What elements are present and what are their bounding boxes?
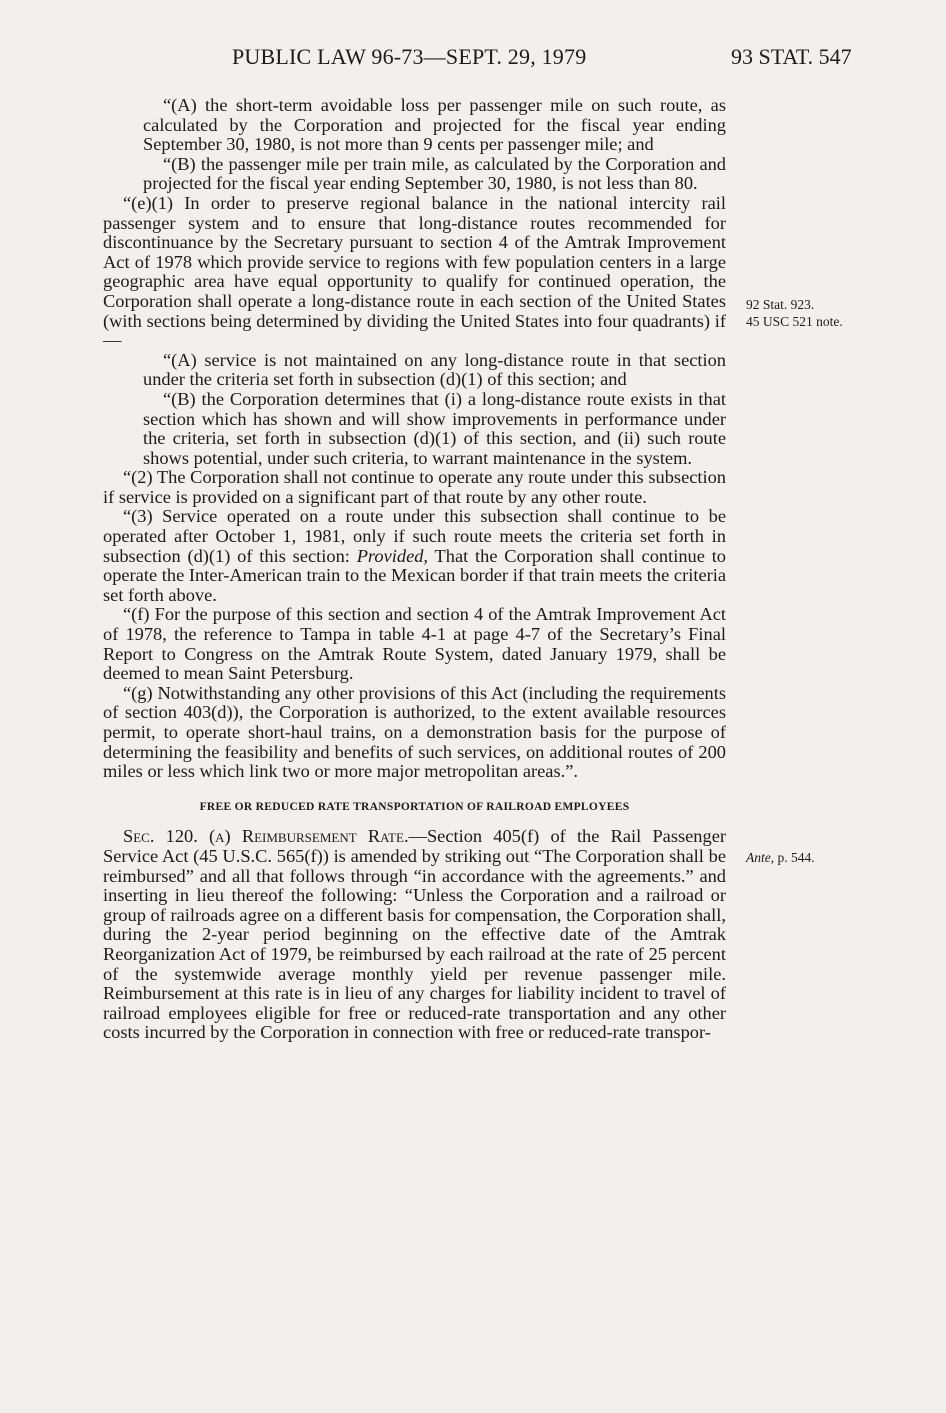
margin-note-usc: 45 USC 521 note.	[746, 314, 843, 329]
section-number: Sec. 120. (a)	[123, 826, 242, 847]
margin-note-ante-page: p. 544.	[774, 850, 815, 865]
paragraph-f: “(f) For the purpose of this section and section 4 of the Amtrak Improvement Act of 1978, the reference to Tampa in table 4-1 at page 4-7 of the Secretary’s Final Report to Congress on the Amtrak Route System, dated January 1979, shall be deemed to mean Saint Petersburg.	[103, 604, 726, 684]
paragraph-g: “(g) Notwithstanding any other provisions of this Act (including the requirements of section 403(d)), the Corporation is authorized, to the extent available resources permit, to operate short-haul trains, on a demonstration basis for the purpose of determining the feasibility and benefits of such services, on additional routes of 200 miles or less which link two or more major metropolitan areas.”.	[103, 682, 726, 782]
paragraph-a-loss: “(A) the short-term avoidable loss per passenger mile on such route, as calculated by the Corporation and projected for the fiscal year ending September 30, 1980, is not more than 9 cents per passenger mile; and	[143, 95, 726, 155]
paragraph-e1-b: “(B) the Corporation determines that (i) a long-distance route exists in that section which has shown and will show improvements in performance under the criteria, set forth in subsection (d)(1) of this section, and (ii) such route shows potential, under such criteria, to warrant maintenance in the system.	[143, 388, 726, 468]
paragraph-e3	[103, 507, 726, 605]
paragraph-e3-provided: Provided,	[356, 545, 429, 566]
margin-note-stat-923: 92 Stat. 923.	[746, 297, 815, 312]
section-heading: FREE OR REDUCED RATE TRANSPORTATION OF RAILROAD EMPLOYEES	[199, 800, 630, 813]
section-120-paragraph	[103, 827, 726, 1043]
paragraph-e2: “(2) The Corporation shall not continue to operate any route under this subsection if service is provided on a significant part of that route by any other route.	[103, 467, 726, 507]
paragraph-e1: “(e)(1) In order to preserve regional balance in the national intercity rail passenger system and to ensure that long-distance routes recommended for discontinuance by the Secretary pursuant to section 4 of the Amtrak Improvement Act of 1978 which provide service to regions with few population centers in a large geographic area have equal opportunity to qualify for continued operation, the Corporation shall operate a long-distance route in each section of the United States (with sections being determined by dividing the United States into four quadrants) if—	[103, 192, 726, 351]
paragraph-e1-a: “(A) service is not maintained on any long-distance route in that section under the criteria set forth in subsection (d)(1) of this section; and	[143, 349, 726, 390]
stat-reference: 93 STAT. 547	[731, 44, 852, 69]
section-120-text: —Section 405(f) of the Rail Passenger Service Act (45 U.S.C. 565(f)) is amended by striking out “The Corporation shall be reimbursed” and all that follows through “in accordance with the agreements.” and inserting in lieu thereof the following: “Unless the Corporation and a railroad or group of railroads agree on a different basis for compensation, the Corporation shall, during the 2-year period beginning on the effective date of the Amtrak Reorganization Act of 1979, be reimbursed by each railroad at the rate of 25 percent of the systemwide average monthly yield per revenue passenger mile. Reimbursement at this rate is in lieu of any charges for liability incident to travel of railroad employees eligible for free or reduced-rate transportation and any other costs incurred by the Corporation in connection with free or reduced-rate transpor-	[103, 826, 726, 1043]
page-title: PUBLIC LAW 96-73—SEPT. 29, 1979	[232, 44, 587, 69]
page-body	[103, 96, 726, 1043]
paragraph-b-passenger-mile: “(B) the passenger mile per train mile, as calculated by the Corporation and projected for the fiscal year ending September 30, 1980, is not less than 80.	[143, 153, 726, 194]
margin-note-ante-italic: Ante,	[746, 850, 775, 865]
page-header	[0, 44, 946, 80]
section-caption: Reimbursement Rate.	[241, 826, 409, 847]
paragraph-e3-text-end: That the Corporation shall continue to operate the Inter-American train to the Mexican border if that train meets the criteria set forth above.	[103, 545, 726, 605]
margin-note-ante	[746, 850, 815, 866]
paragraph-e3-text: “(3) Service operated on a route under this subsection shall continue to be operated after October 1, 1981, only if such route meets the criteria set forth in subsection (d)(1) of this section:	[103, 506, 726, 566]
